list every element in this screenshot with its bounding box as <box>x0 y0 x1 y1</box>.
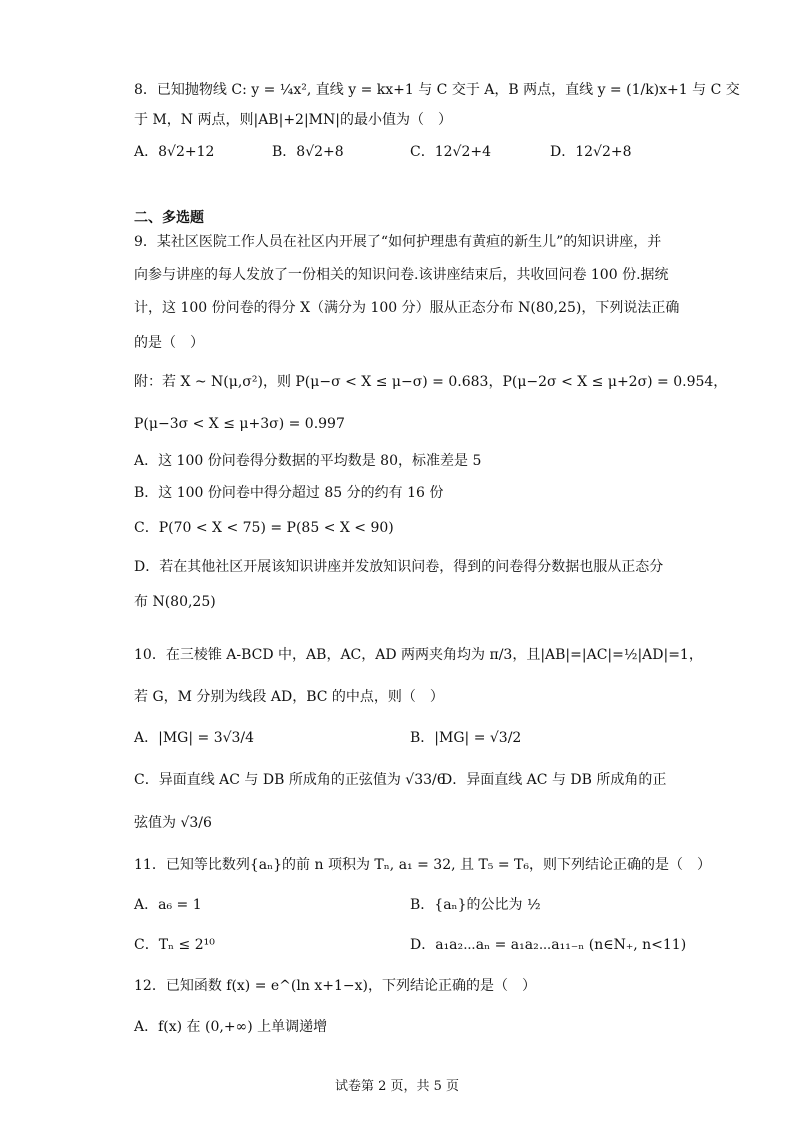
q9-stem-line3: 计，这 100 份问卷的得分 X（满分为 100 分）服从正态分布 N(80,25)，下列说法正确 <box>134 300 680 316</box>
q12-stem: 12．已知函数 f(x) = e^(ln x+1−x)，下列结论正确的是（ ） <box>134 978 536 994</box>
q10-option-c: C．异面直线 AC 与 DB 所成角的正弦值为 √33/6 <box>134 772 446 788</box>
q10-option-a: A．|MG| = 3√3/4 <box>134 730 255 746</box>
q10-option-d-line1: D．异面直线 AC 与 DB 所成角的正 <box>441 772 667 788</box>
q8-option-c: C．12√2+4 <box>410 144 491 160</box>
q9-stem-line2: 向参与讲座的每人发放了一份相关的知识问卷.该讲座结束后，共收回问卷 100 份.据统 <box>134 267 669 283</box>
q11-option-b: B．{aₙ}的公比为 ½ <box>410 897 541 913</box>
q8-option-b: B．8√2+8 <box>272 144 344 160</box>
q11-option-c: C．Tₙ ≤ 2¹⁰ <box>134 937 215 953</box>
q10-option-d-line2: 弦值为 √3/6 <box>134 815 212 831</box>
q9-option-b: B．这 100 份问卷中得分超过 85 分的约有 16 份 <box>134 485 444 501</box>
q9-option-c: C．P(70 < X < 75) = P(85 < X < 90) <box>134 520 394 536</box>
q8-stem-line2: 于 M，N 两点，则|AB|+2|MN|的最小值为（ ） <box>134 112 452 128</box>
page-footer: 试卷第 2 页，共 5 页 <box>334 1079 460 1094</box>
q11-option-a: A．a₆ = 1 <box>134 897 202 913</box>
q8-stem-line1: 8．已知抛物线 C: y = ¼x², 直线 y = kx+1 与 C 交于 A，B 两点，直线 y = (1/k)x+1 与 C 交 <box>134 82 740 98</box>
q10-option-b: B．|MG| = √3/2 <box>410 730 522 746</box>
q9-stem-line4: 的是（ ） <box>134 335 204 351</box>
q9-option-d-line2: 布 N(80,25) <box>134 594 216 610</box>
q12-option-a: A．f(x) 在 (0,+∞) 上单调递增 <box>134 1019 328 1035</box>
q9-appendix-line2: P(μ−3σ < X ≤ μ+3σ) = 0.997 <box>134 416 345 432</box>
q8-option-d: D．12√2+8 <box>550 144 632 160</box>
q9-stem-line1: 9．某社区医院工作人员在社区内开展了“如何护理患有黄疸的新生儿”的知识讲座，并 <box>134 234 662 250</box>
q9-option-d-line1: D．若在其他社区开展该知识讲座并发放知识问卷，得到的问卷得分数据也服从正态分 <box>134 559 664 575</box>
q10-stem-line1: 10．在三棱锥 A-BCD 中，AB，AC，AD 两两夹角均为 π/3，且|AB|=|AC|=½|AD|=1， <box>134 647 703 663</box>
section-title: 二、多选题 <box>134 210 204 226</box>
q10-stem-line2: 若 G，M 分别为线段 AD，BC 的中点，则（ ） <box>134 689 444 705</box>
q9-option-a: A．这 100 份问卷得分数据的平均数是 80，标准差是 5 <box>134 453 482 469</box>
q8-option-a: A．8√2+12 <box>134 144 215 160</box>
q11-option-d: D．a₁a₂⋯aₙ = a₁a₂⋯a₁₁₋ₙ (n∈N₊, n<11) <box>410 937 687 953</box>
q9-appendix-line1: 附：若 X ~ N(μ,σ²)，则 P(μ−σ < X ≤ μ−σ) = 0.683，P(μ−2σ < X ≤ μ+2σ) = 0.954， <box>134 374 728 390</box>
q11-stem: 11．已知等比数列{aₙ}的前 n 项积为 Tₙ, a₁ = 32, 且 T₅ = T₆，则下列结论正确的是（ ） <box>134 857 711 873</box>
